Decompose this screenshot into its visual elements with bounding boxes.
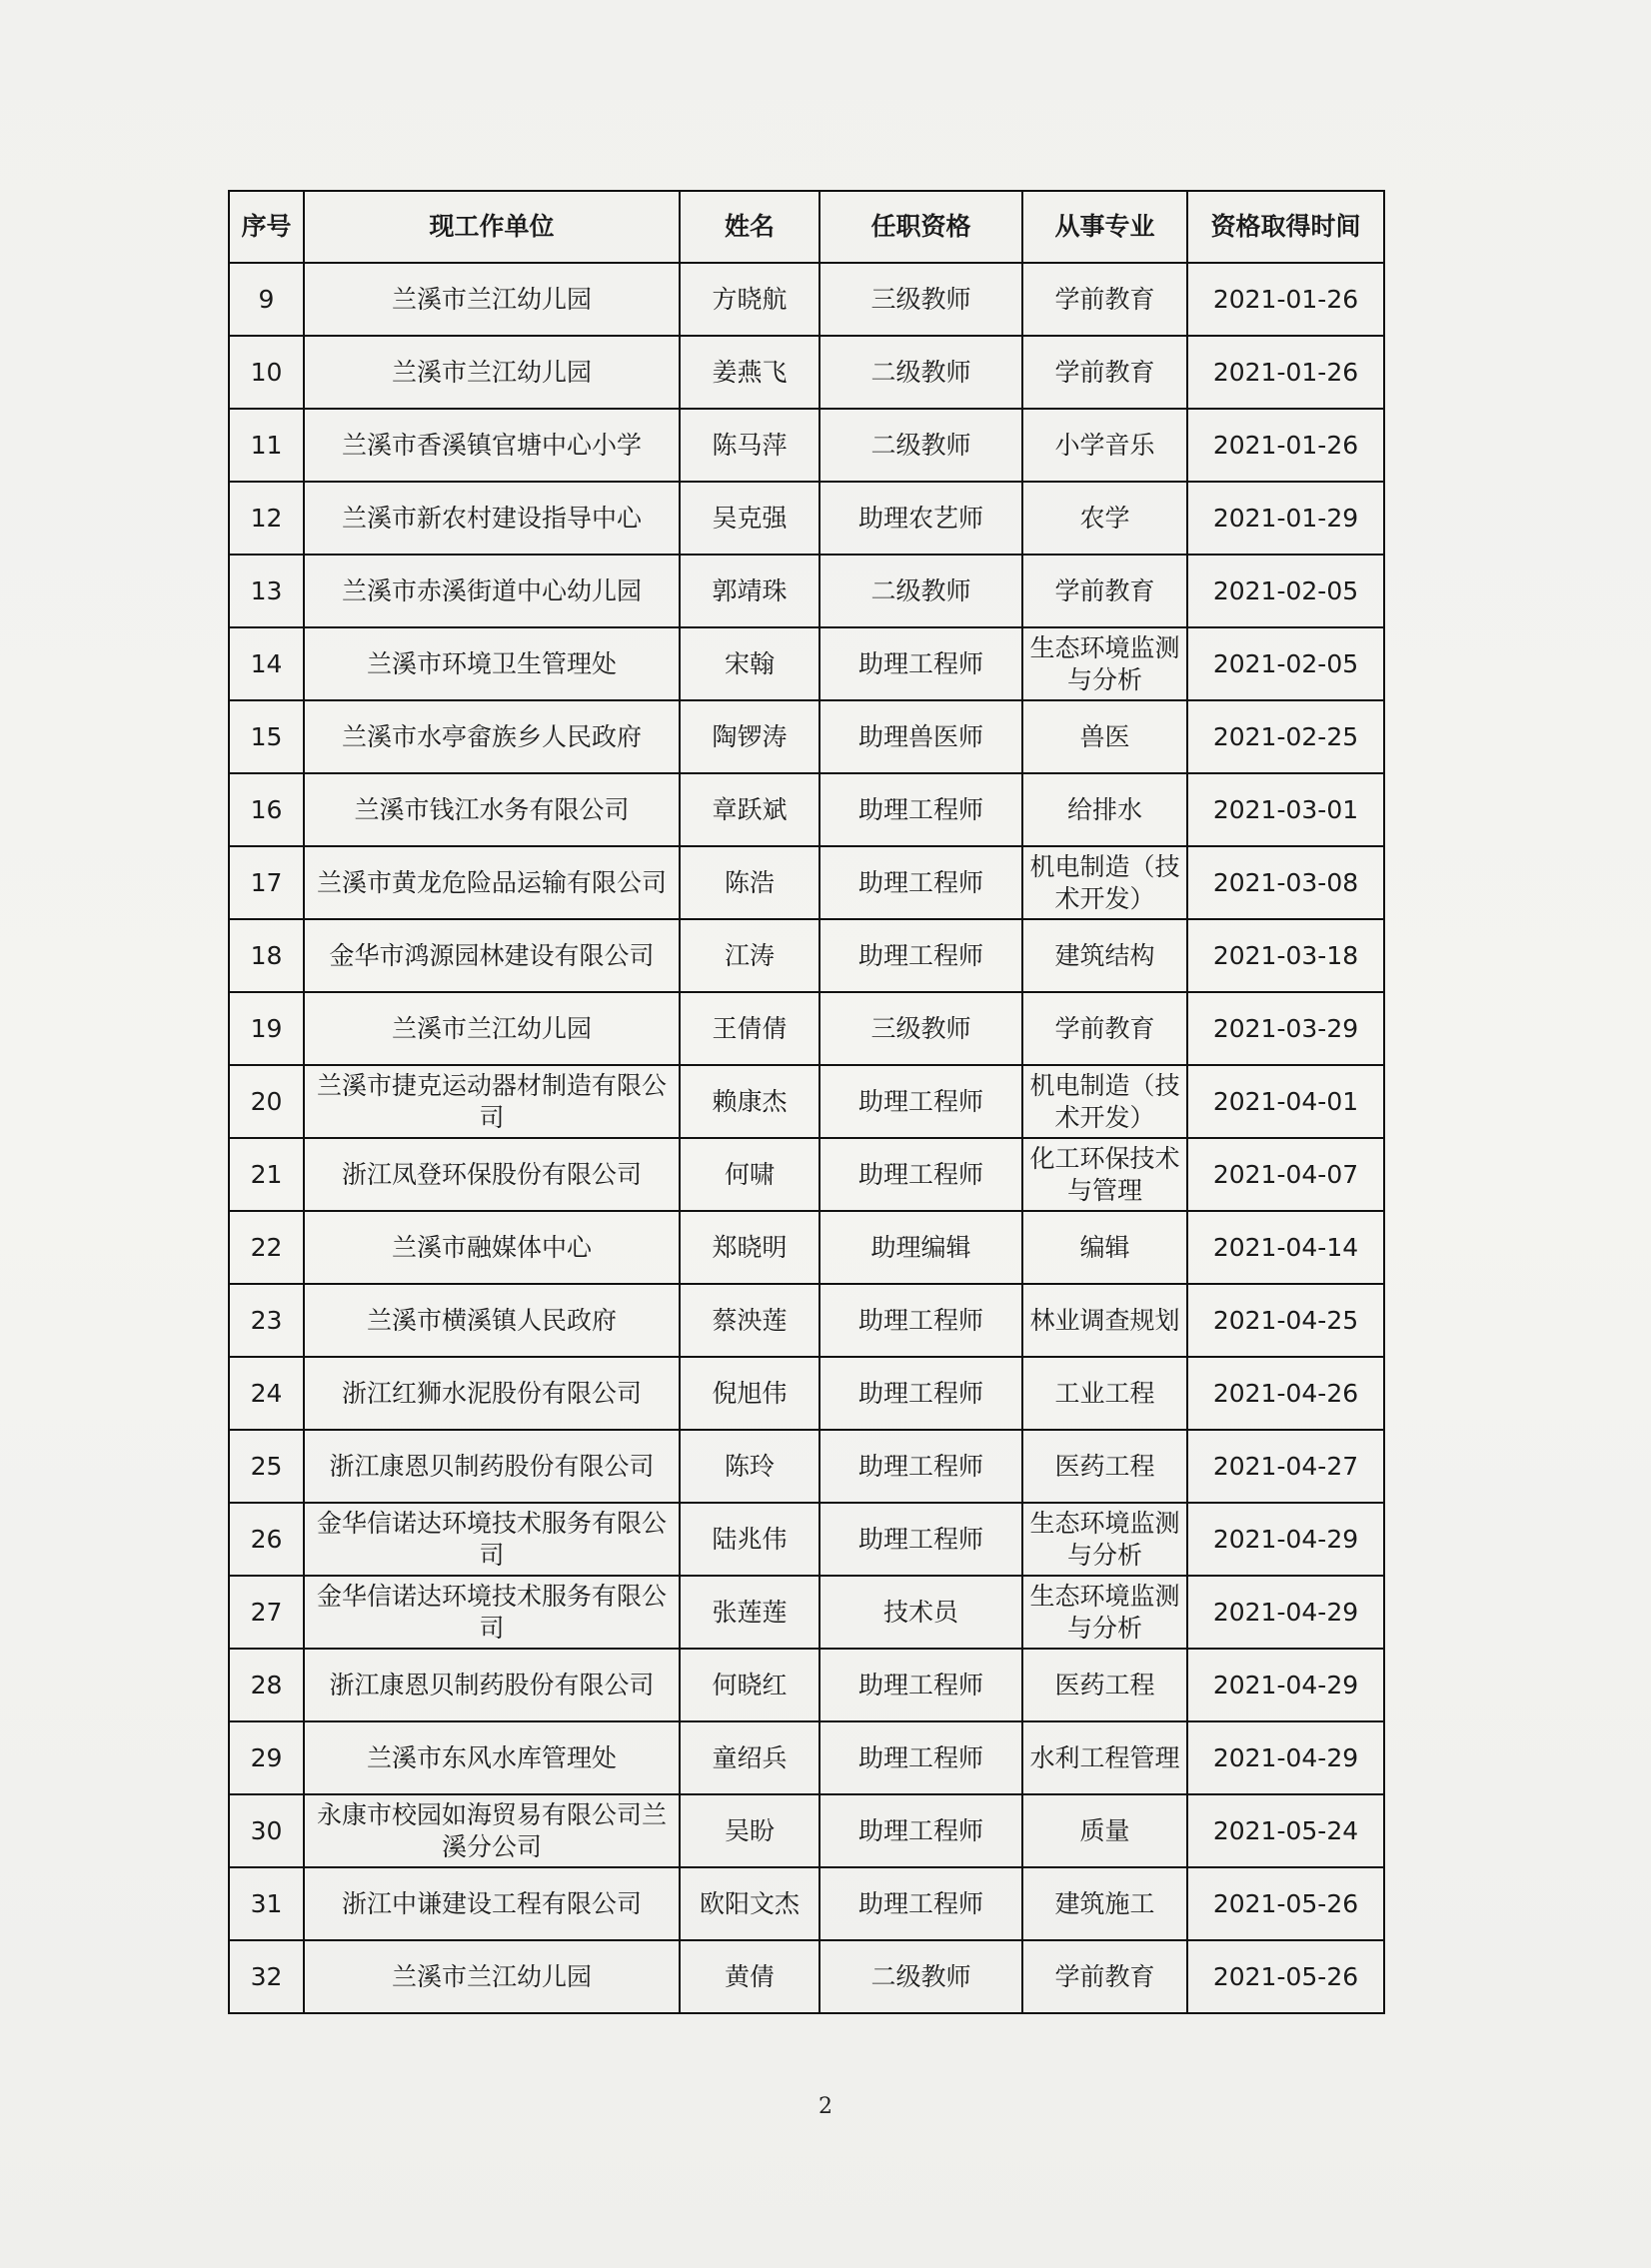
cell-name: 倪旭伟: [680, 1357, 820, 1430]
cell-date-obtained: 2021-01-29: [1187, 482, 1384, 555]
cell-name: 张莲莲: [680, 1576, 820, 1649]
cell-major: 建筑施工: [1022, 1867, 1187, 1940]
cell-name: 王倩倩: [680, 992, 820, 1065]
table-row: [229, 263, 1384, 336]
cell-work-unit: 兰溪市黄龙危险品运输有限公司: [304, 846, 680, 919]
cell-serial-number: 22: [229, 1211, 304, 1284]
cell-qualification: 助理工程师: [820, 1065, 1022, 1138]
cell-serial-number: 28: [229, 1649, 304, 1721]
cell-qualification: 助理工程师: [820, 627, 1022, 700]
cell-qualification: 助理工程师: [820, 1284, 1022, 1357]
cell-work-unit: 兰溪市兰江幼儿园: [304, 992, 680, 1065]
cell-major: 水利工程管理: [1022, 1721, 1187, 1794]
table-row: [229, 1940, 1384, 2013]
cell-date-obtained: 2021-04-29: [1187, 1576, 1384, 1649]
cell-major: 质量: [1022, 1794, 1187, 1867]
cell-name: 陈玲: [680, 1430, 820, 1503]
cell-qualification: 助理农艺师: [820, 482, 1022, 555]
cell-major: 学前教育: [1022, 555, 1187, 627]
cell-date-obtained: 2021-04-14: [1187, 1211, 1384, 1284]
header-major: 从事专业: [1022, 191, 1187, 263]
cell-date-obtained: 2021-04-26: [1187, 1357, 1384, 1430]
cell-major: 林业调查规划: [1022, 1284, 1187, 1357]
table-row: [229, 1503, 1384, 1576]
cell-serial-number: 9: [229, 263, 304, 336]
qualification-table: [228, 190, 1385, 2014]
table-row: [229, 336, 1384, 409]
cell-work-unit: 金华市鸿源园林建设有限公司: [304, 919, 680, 992]
cell-work-unit: 浙江中谦建设工程有限公司: [304, 1867, 680, 1940]
page-number: 2: [819, 2094, 832, 2119]
cell-serial-number: 13: [229, 555, 304, 627]
cell-qualification: 助理工程师: [820, 1503, 1022, 1576]
table-row: [229, 1065, 1384, 1138]
cell-qualification: 二级教师: [820, 555, 1022, 627]
cell-work-unit: 兰溪市赤溪街道中心幼儿园: [304, 555, 680, 627]
cell-name: 方晓航: [680, 263, 820, 336]
cell-major: 学前教育: [1022, 336, 1187, 409]
cell-qualification: 二级教师: [820, 409, 1022, 482]
cell-work-unit: 兰溪市香溪镇官塘中心小学: [304, 409, 680, 482]
cell-major: 小学音乐: [1022, 409, 1187, 482]
cell-date-obtained: 2021-04-29: [1187, 1649, 1384, 1721]
header-date-obtained: 资格取得时间: [1187, 191, 1384, 263]
table-row: [229, 482, 1384, 555]
cell-serial-number: 21: [229, 1138, 304, 1211]
table-row: [229, 1211, 1384, 1284]
cell-serial-number: 27: [229, 1576, 304, 1649]
cell-qualification: 助理工程师: [820, 1357, 1022, 1430]
cell-serial-number: 32: [229, 1940, 304, 2013]
cell-name: 赖康杰: [680, 1065, 820, 1138]
cell-date-obtained: 2021-04-01: [1187, 1065, 1384, 1138]
cell-date-obtained: 2021-03-29: [1187, 992, 1384, 1065]
cell-qualification: 助理工程师: [820, 1138, 1022, 1211]
table-row: [229, 1867, 1384, 1940]
cell-major: 农学: [1022, 482, 1187, 555]
header-qualification: 任职资格: [820, 191, 1022, 263]
cell-date-obtained: 2021-05-24: [1187, 1794, 1384, 1867]
cell-work-unit: 兰溪市东风水库管理处: [304, 1721, 680, 1794]
cell-name: 黄倩: [680, 1940, 820, 2013]
header-work-unit: 现工作单位: [304, 191, 680, 263]
cell-date-obtained: 2021-04-27: [1187, 1430, 1384, 1503]
table-row: [229, 1794, 1384, 1867]
cell-serial-number: 23: [229, 1284, 304, 1357]
table-row: [229, 846, 1384, 919]
header-name: 姓名: [680, 191, 820, 263]
cell-qualification: 助理工程师: [820, 1794, 1022, 1867]
cell-serial-number: 12: [229, 482, 304, 555]
cell-qualification: 三级教师: [820, 263, 1022, 336]
cell-qualification: 助理工程师: [820, 919, 1022, 992]
table-row: [229, 992, 1384, 1065]
cell-serial-number: 16: [229, 773, 304, 846]
cell-name: 郭靖珠: [680, 555, 820, 627]
cell-work-unit: 兰溪市新农村建设指导中心: [304, 482, 680, 555]
cell-major: 机电制造（技术开发）: [1022, 1065, 1187, 1138]
cell-major: 医药工程: [1022, 1430, 1187, 1503]
cell-serial-number: 26: [229, 1503, 304, 1576]
cell-name: 吴盼: [680, 1794, 820, 1867]
cell-qualification: 助理工程师: [820, 1867, 1022, 1940]
cell-date-obtained: 2021-04-29: [1187, 1503, 1384, 1576]
cell-major: 学前教育: [1022, 992, 1187, 1065]
table-row: [229, 555, 1384, 627]
cell-name: 江涛: [680, 919, 820, 992]
cell-major: 工业工程: [1022, 1357, 1187, 1430]
cell-serial-number: 15: [229, 700, 304, 773]
cell-qualification: 助理兽医师: [820, 700, 1022, 773]
cell-qualification: 二级教师: [820, 1940, 1022, 2013]
table-row: [229, 1357, 1384, 1430]
cell-date-obtained: 2021-03-08: [1187, 846, 1384, 919]
cell-qualification: 助理工程师: [820, 1430, 1022, 1503]
table-row: [229, 1138, 1384, 1211]
cell-major: 机电制造（技术开发）: [1022, 846, 1187, 919]
cell-work-unit: 兰溪市水亭畲族乡人民政府: [304, 700, 680, 773]
cell-work-unit: 浙江康恩贝制药股份有限公司: [304, 1649, 680, 1721]
cell-work-unit: 兰溪市环境卫生管理处: [304, 627, 680, 700]
cell-serial-number: 20: [229, 1065, 304, 1138]
cell-qualification: 助理工程师: [820, 1721, 1022, 1794]
cell-work-unit: 兰溪市兰江幼儿园: [304, 336, 680, 409]
cell-serial-number: 18: [229, 919, 304, 992]
cell-major: 生态环境监测与分析: [1022, 1576, 1187, 1649]
cell-major: 生态环境监测与分析: [1022, 1503, 1187, 1576]
cell-name: 吴克强: [680, 482, 820, 555]
cell-major: 化工环保技术与管理: [1022, 1138, 1187, 1211]
cell-serial-number: 25: [229, 1430, 304, 1503]
cell-date-obtained: 2021-01-26: [1187, 336, 1384, 409]
cell-serial-number: 30: [229, 1794, 304, 1867]
cell-date-obtained: 2021-05-26: [1187, 1867, 1384, 1940]
cell-qualification: 二级教师: [820, 336, 1022, 409]
cell-date-obtained: 2021-01-26: [1187, 409, 1384, 482]
cell-name: 蔡泱莲: [680, 1284, 820, 1357]
cell-work-unit: 兰溪市横溪镇人民政府: [304, 1284, 680, 1357]
cell-name: 欧阳文杰: [680, 1867, 820, 1940]
cell-qualification: 技术员: [820, 1576, 1022, 1649]
cell-name: 姜燕飞: [680, 336, 820, 409]
cell-work-unit: 浙江凤登环保股份有限公司: [304, 1138, 680, 1211]
cell-work-unit: 兰溪市兰江幼儿园: [304, 1940, 680, 2013]
cell-date-obtained: 2021-02-05: [1187, 627, 1384, 700]
cell-date-obtained: 2021-01-26: [1187, 263, 1384, 336]
cell-name: 陈马萍: [680, 409, 820, 482]
table-row: [229, 1576, 1384, 1649]
cell-serial-number: 29: [229, 1721, 304, 1794]
cell-name: 郑晓明: [680, 1211, 820, 1284]
cell-date-obtained: 2021-04-29: [1187, 1721, 1384, 1794]
cell-date-obtained: 2021-04-25: [1187, 1284, 1384, 1357]
table-row: [229, 1649, 1384, 1721]
table-row: [229, 919, 1384, 992]
cell-name: 章跃斌: [680, 773, 820, 846]
cell-date-obtained: 2021-02-25: [1187, 700, 1384, 773]
cell-qualification: 助理工程师: [820, 846, 1022, 919]
cell-work-unit: 兰溪市兰江幼儿园: [304, 263, 680, 336]
table-row: [229, 627, 1384, 700]
header-serial-number: 序号: [229, 191, 304, 263]
cell-major: 建筑结构: [1022, 919, 1187, 992]
table-row: [229, 1721, 1384, 1794]
cell-name: 陆兆伟: [680, 1503, 820, 1576]
cell-serial-number: 14: [229, 627, 304, 700]
cell-major: 学前教育: [1022, 1940, 1187, 2013]
cell-major: 医药工程: [1022, 1649, 1187, 1721]
cell-name: 陈浩: [680, 846, 820, 919]
cell-serial-number: 24: [229, 1357, 304, 1430]
cell-name: 何晓红: [680, 1649, 820, 1721]
cell-serial-number: 10: [229, 336, 304, 409]
cell-work-unit: 兰溪市捷克运动器材制造有限公司: [304, 1065, 680, 1138]
cell-date-obtained: 2021-04-07: [1187, 1138, 1384, 1211]
cell-date-obtained: 2021-03-01: [1187, 773, 1384, 846]
cell-date-obtained: 2021-02-05: [1187, 555, 1384, 627]
cell-major: 生态环境监测与分析: [1022, 627, 1187, 700]
table-row: [229, 773, 1384, 846]
cell-name: 宋翰: [680, 627, 820, 700]
table-row: [229, 1284, 1384, 1357]
cell-work-unit: 浙江康恩贝制药股份有限公司: [304, 1430, 680, 1503]
cell-date-obtained: 2021-05-26: [1187, 1940, 1384, 2013]
cell-qualification: 助理工程师: [820, 1649, 1022, 1721]
cell-serial-number: 17: [229, 846, 304, 919]
table-header-row: [229, 191, 1384, 263]
cell-work-unit: 永康市校园如海贸易有限公司兰溪分公司: [304, 1794, 680, 1867]
cell-serial-number: 31: [229, 1867, 304, 1940]
cell-work-unit: 兰溪市融媒体中心: [304, 1211, 680, 1284]
cell-major: 兽医: [1022, 700, 1187, 773]
cell-major: 学前教育: [1022, 263, 1187, 336]
cell-qualification: 三级教师: [820, 992, 1022, 1065]
cell-qualification: 助理工程师: [820, 773, 1022, 846]
cell-name: 童绍兵: [680, 1721, 820, 1794]
cell-major: 给排水: [1022, 773, 1187, 846]
cell-serial-number: 19: [229, 992, 304, 1065]
cell-work-unit: 金华信诺达环境技术服务有限公司: [304, 1576, 680, 1649]
cell-name: 陶锣涛: [680, 700, 820, 773]
cell-work-unit: 金华信诺达环境技术服务有限公司: [304, 1503, 680, 1576]
cell-major: 编辑: [1022, 1211, 1187, 1284]
table-row: [229, 1430, 1384, 1503]
table-row: [229, 409, 1384, 482]
table-row: [229, 700, 1384, 773]
cell-date-obtained: 2021-03-18: [1187, 919, 1384, 992]
table-body: [229, 263, 1384, 2013]
cell-work-unit: 兰溪市钱江水务有限公司: [304, 773, 680, 846]
cell-name: 何啸: [680, 1138, 820, 1211]
cell-serial-number: 11: [229, 409, 304, 482]
cell-qualification: 助理编辑: [820, 1211, 1022, 1284]
cell-work-unit: 浙江红狮水泥股份有限公司: [304, 1357, 680, 1430]
